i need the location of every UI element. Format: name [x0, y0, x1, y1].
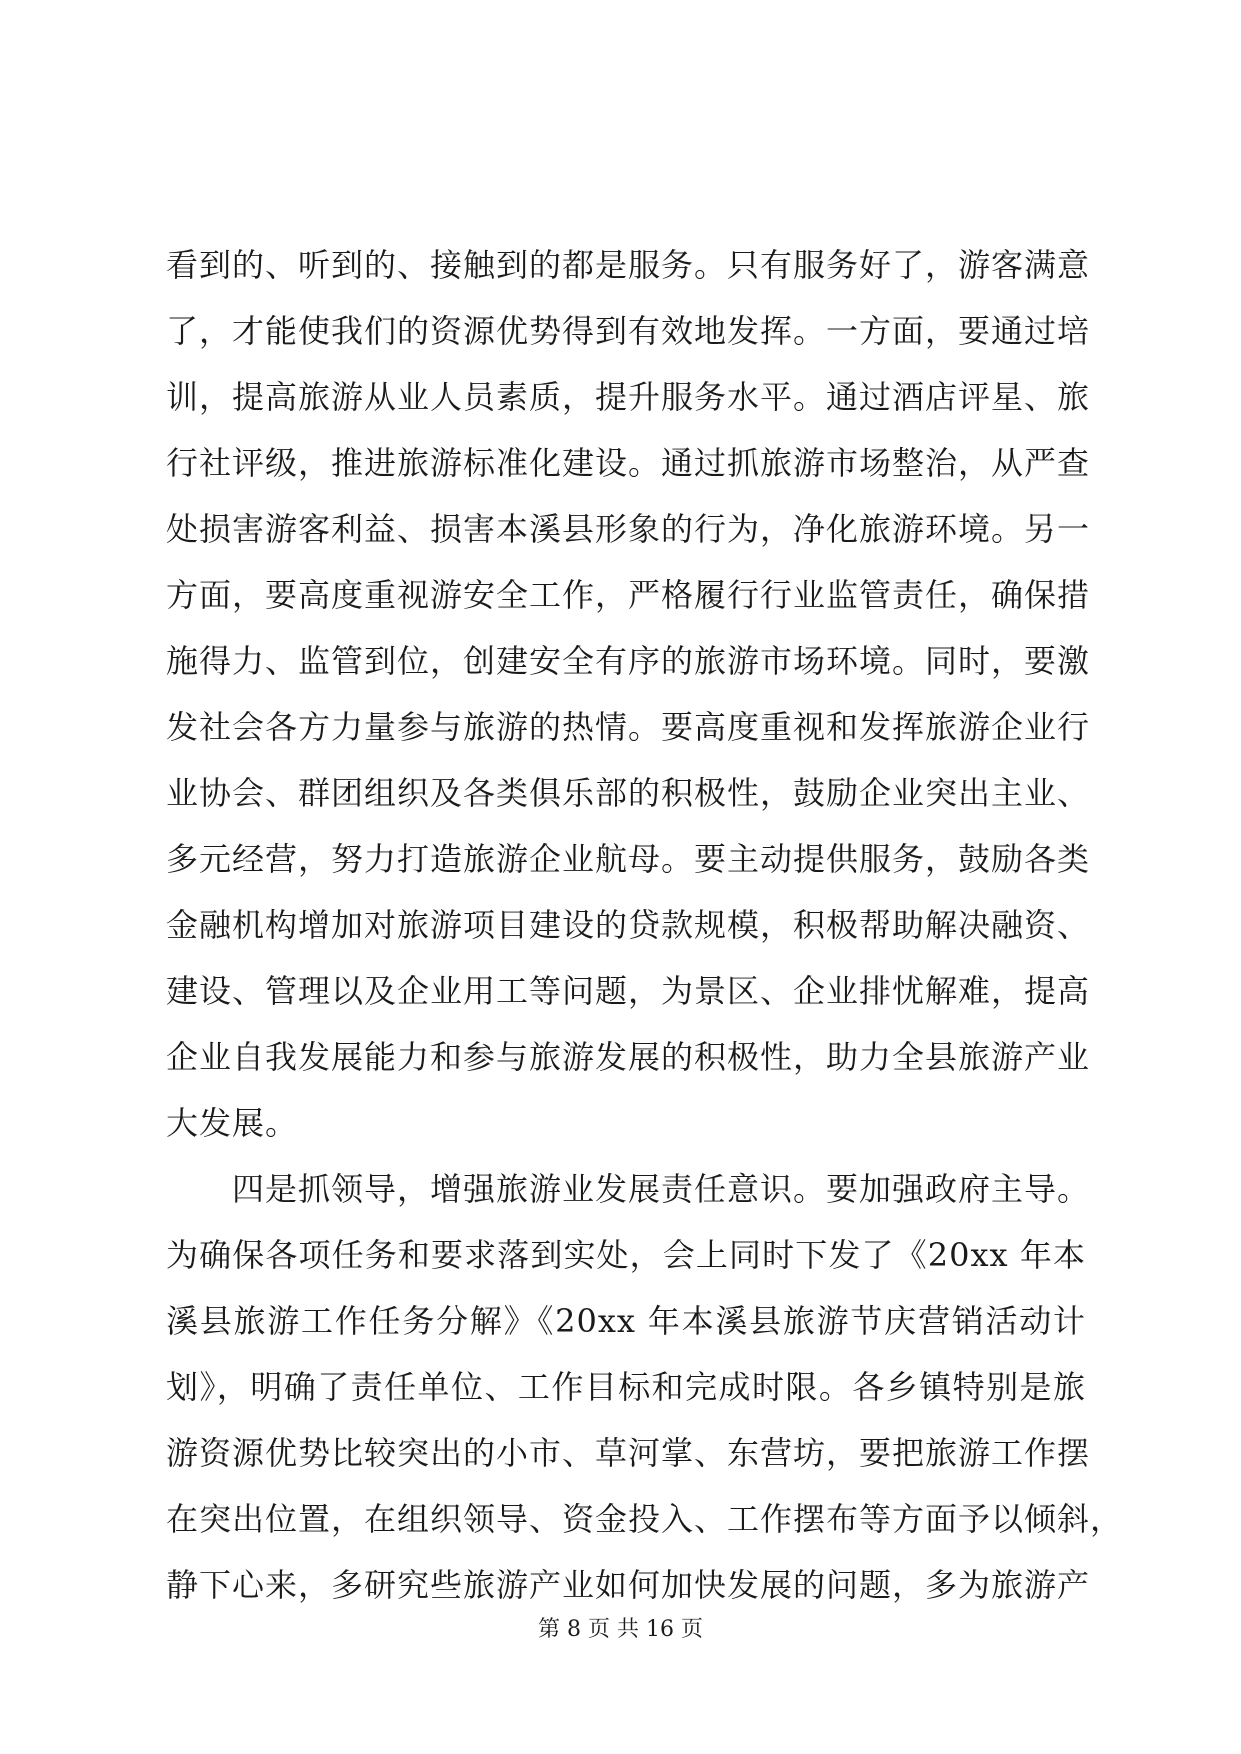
text-line-21: 静下心来，多研究些旅游产业如何加快发展的问题，多为旅游产	[166, 1566, 1091, 1604]
page-number-footer: 第 8 页 共 16 页	[538, 1617, 703, 1642]
text-line-11: 金融机构增加对旅游项目建设的贷款规模，积极帮助解决融资、	[166, 906, 1091, 944]
text-line-13: 企业自我发展能力和参与旅游发展的积极性，助力全县旅游产业	[166, 1038, 1091, 1076]
text-line-19: 游资源优势比较突出的小市、草河掌、东营坊，要把旅游工作摆	[166, 1434, 1091, 1472]
body-text	[166, 232, 1124, 1618]
text-line-3: 训，提高旅游从业人员素质，提升服务水平。通过酒店评星、旅	[166, 378, 1091, 416]
text-line-17: 溪县旅游工作任务分解》《20xx 年本溪县旅游节庆营销活动计	[166, 1302, 1086, 1340]
text-line-5: 处损害游客利益、损害本溪县形象的行为，净化旅游环境。另一	[166, 510, 1091, 548]
text-line-7: 施得力、监管到位，创建安全有序的旅游市场环境。同时，要激	[166, 642, 1091, 680]
text-line-8: 发社会各方力量参与旅游的热情。要高度重视和发挥旅游企业行	[166, 708, 1091, 746]
text-line-2: 了，才能使我们的资源优势得到有效地发挥。一方面，要通过培	[166, 312, 1091, 350]
text-line-6: 方面，要高度重视游安全工作，严格履行行业监管责任，确保措	[166, 576, 1091, 614]
text-line-1: 看到的、听到的、接触到的都是服务。只有服务好了，游客满意	[166, 246, 1091, 284]
text-line-20: 在突出位置，在组织领导、资金投入、工作摆布等方面予以倾斜，	[166, 1500, 1124, 1538]
text-line-12: 建设、管理以及企业用工等问题，为景区、企业排忧解难，提高	[166, 972, 1091, 1010]
text-line-16: 为确保各项任务和要求落到实处，会上同时下发了《20xx 年本	[166, 1236, 1086, 1274]
text-line-10: 多元经营，努力打造旅游企业航母。要主动提供服务，鼓励各类	[166, 840, 1091, 878]
text-line-9: 业协会、群团组织及各类俱乐部的积极性，鼓励企业突出主业、	[166, 774, 1091, 812]
text-line-18: 划》，明确了责任单位、工作目标和完成时限。各乡镇特别是旅	[166, 1368, 1086, 1406]
text-line-4: 行社评级，推进旅游标准化建设。通过抓旅游市场整治，从严查	[166, 444, 1091, 482]
text-line-14: 大发展。	[166, 1104, 299, 1142]
text-line-15: 四是抓领导，增强旅游业发展责任意识。要加强政府主导。	[232, 1170, 1091, 1208]
